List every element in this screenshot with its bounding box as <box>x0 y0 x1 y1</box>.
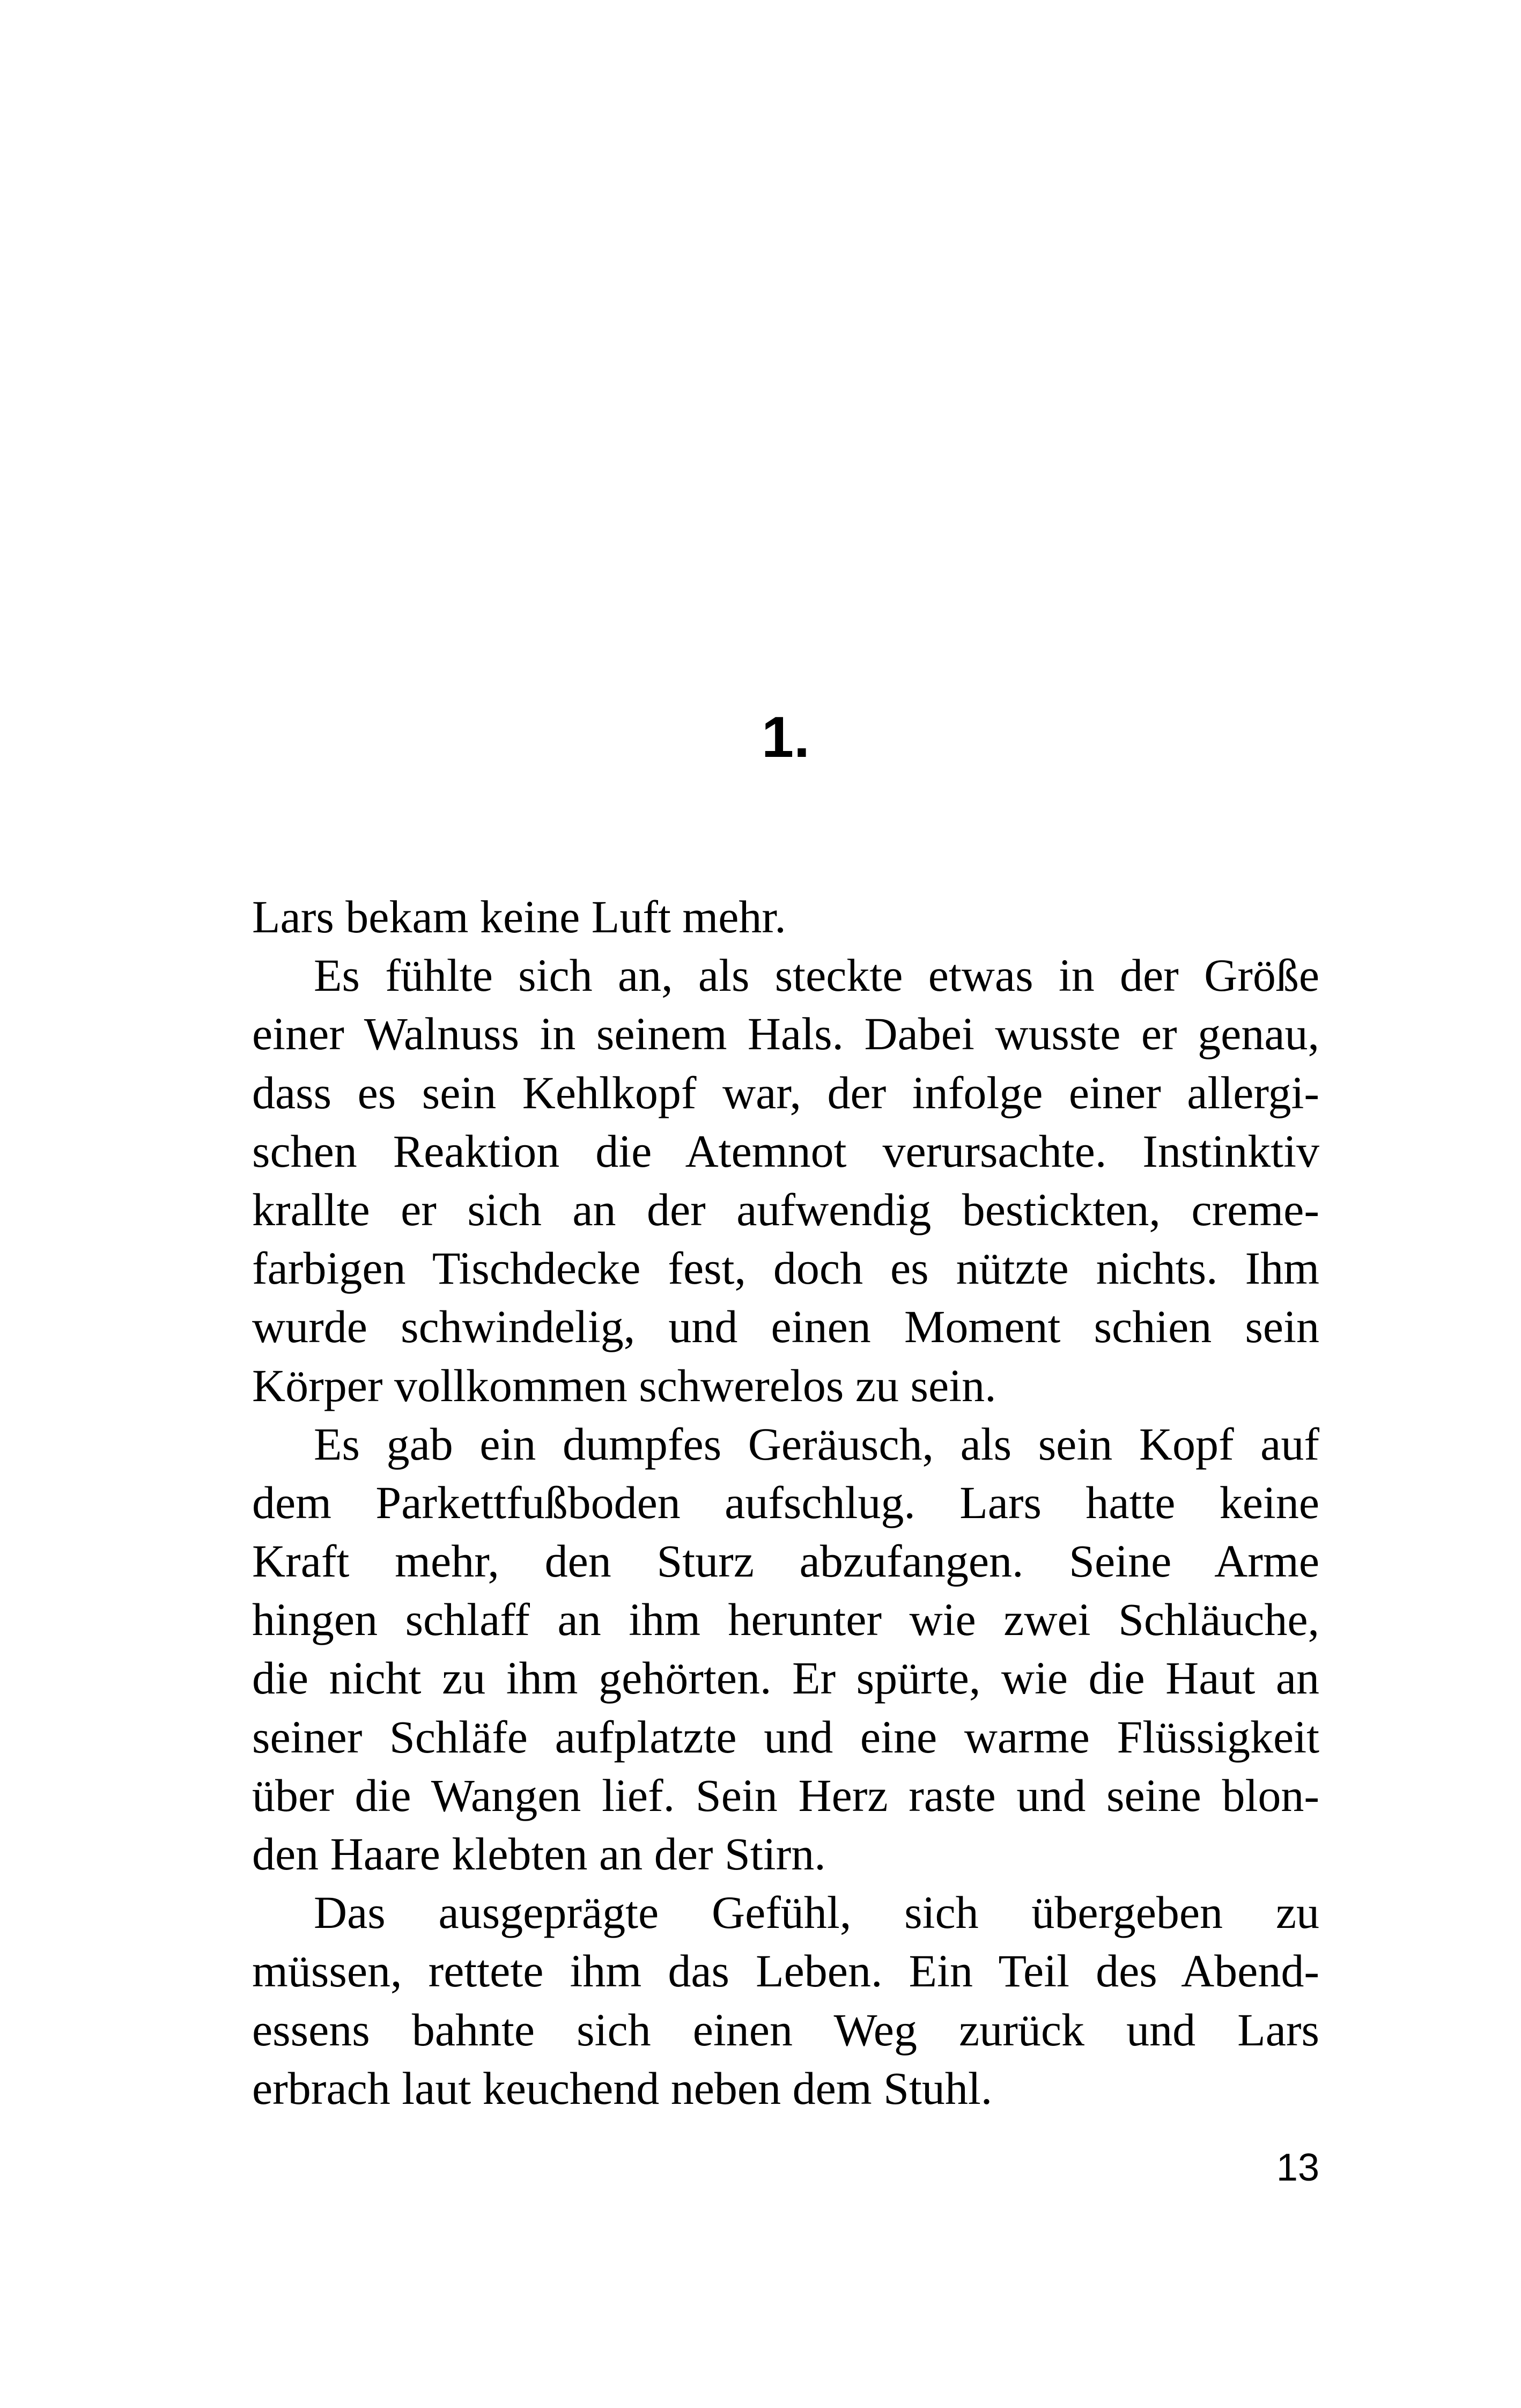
text-line: Das ausgeprägte Gefühl, sich übergeben zu <box>314 1887 1319 1939</box>
text-line: krallte er sich an der aufwendig bestickten, creme- <box>252 1183 1319 1235</box>
text-line: farbigen Tischdecke fest, doch es nützte nichts. Ihm <box>252 1242 1319 1294</box>
text-line: seiner Schläfe aufplatzte und eine warme Flüssigkeit <box>252 1711 1319 1763</box>
text-line: über die Wangen lief. Sein Herz raste und seine blon- <box>252 1769 1319 1821</box>
paragraph <box>252 888 1319 946</box>
chapter-body-text <box>252 888 1319 2118</box>
paragraph <box>252 1883 1319 2118</box>
text-line: Körper vollkommen schwerelos zu sein. <box>252 1359 996 1411</box>
text-line: Es fühlte sich an, als steckte etwas in der Größe <box>314 949 1319 1002</box>
paragraph <box>252 946 1319 1415</box>
text-line: essens bahnte sich einen Weg zurück und Lars <box>252 2004 1319 2056</box>
text-line: Kraft mehr, den Sturz abzufangen. Seine Arme <box>252 1535 1319 1587</box>
text-line: einer Walnuss in seinem Hals. Dabei wusste er genau, <box>252 1008 1319 1060</box>
text-line: wurde schwindelig, und einen Moment schien sein <box>252 1301 1319 1353</box>
text-line: müssen, rettete ihm das Leben. Ein Teil des Abend- <box>252 1945 1319 1997</box>
text-line: schen Reaktion die Atemnot verursachte. Instinktiv <box>252 1125 1319 1177</box>
text-line: den Haare klebten an der Stirn. <box>252 1828 826 1880</box>
paragraph <box>252 1415 1319 1884</box>
page-number: 13 <box>1276 2146 1319 2189</box>
text-line: die nicht zu ihm gehörten. Er spürte, wie die Haut an <box>252 1652 1319 1704</box>
text-line: Lars bekam keine Luft mehr. <box>252 891 786 942</box>
text-line: dass es sein Kehlkopf war, der infolge einer allergi- <box>252 1066 1319 1118</box>
text-line: hingen schlaff an ihm herunter wie zwei Schläuche, <box>252 1594 1319 1646</box>
chapter-number: 1. <box>761 704 810 769</box>
text-line: Es gab ein dumpfes Geräusch, als sein Kopf auf <box>314 1418 1319 1470</box>
text-line: dem Parkettfußboden aufschlug. Lars hatte keine <box>252 1476 1319 1528</box>
text-line: erbrach laut keuchend neben dem Stuhl. <box>252 2062 993 2114</box>
